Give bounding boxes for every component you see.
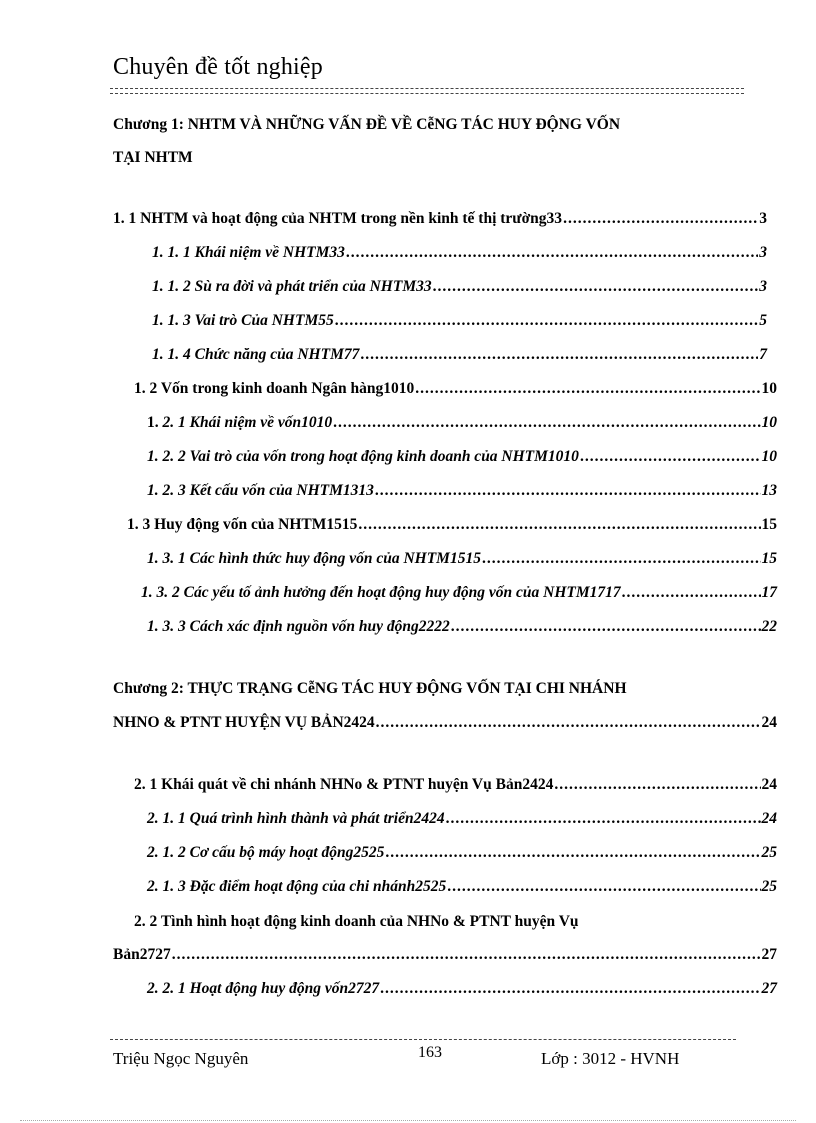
toc-entry[interactable] xyxy=(147,980,777,998)
toc-entry[interactable] xyxy=(147,810,777,828)
chapter-2-title-line2[interactable] xyxy=(113,714,777,732)
page-bottom-edge xyxy=(20,1120,796,1121)
toc-entry[interactable] xyxy=(147,618,777,636)
toc-entry-page: 24 xyxy=(761,714,777,731)
toc-entry-text: 2. 2. 1 Hoạt động huy động vốn2727 xyxy=(147,980,380,997)
toc-leader xyxy=(385,844,760,862)
footer-class: Lớp : 3012 - HVNH xyxy=(541,1049,680,1068)
toc-entry-page: 27 xyxy=(761,946,777,963)
toc-entry-page: 10 xyxy=(761,380,777,397)
footer-author: Triệu Ngọc Nguyên xyxy=(113,1049,249,1068)
toc-entry-text: 1. 2. 2 Vai trò của vốn trong hoạt động kinh doanh của NHTM1010 xyxy=(147,448,579,465)
header-title: Chuyên đề tốt nghiệp xyxy=(113,54,323,80)
toc-entry-text: 2. 1 Khái quát về chi nhánh NHNo & PTNT huyện Vụ Bản2424 xyxy=(134,776,554,793)
toc-entry[interactable] xyxy=(152,244,767,262)
toc-entry-page: 25 xyxy=(761,878,777,895)
toc-entry-text: 1. 1. 4 Chức năng của NHTM77 xyxy=(152,346,360,363)
toc-entry[interactable] xyxy=(113,210,767,228)
toc-entry-text: Bản2727 xyxy=(113,946,171,963)
toc-leader xyxy=(446,810,761,828)
toc-leader xyxy=(333,414,760,432)
chapter-2-title-line1: Chương 2: THỰC TRẠNG CễNG TÁC HUY ĐỘNG VỐN TẠI CHI NHÁNH xyxy=(113,680,627,697)
toc-entry-text: 1. 3. 2 Các yếu tố ảnh hưởng đến hoạt động huy động vốn của NHTM1717 xyxy=(141,584,621,601)
toc-entry-page: 22 xyxy=(761,618,777,635)
toc-entry-text xyxy=(147,414,332,432)
toc-leader xyxy=(451,618,761,636)
toc-entry[interactable] xyxy=(152,278,767,296)
toc-entry-page: 15 xyxy=(761,550,777,567)
toc-entry-page: 15 xyxy=(761,516,777,533)
toc-leader xyxy=(375,482,761,500)
toc-entry-text: NHNO & PTNT HUYỆN VỤ BẢN2424 xyxy=(113,714,375,731)
toc-entry[interactable] xyxy=(152,312,767,330)
toc-leader xyxy=(447,878,760,896)
toc-entry-page: 3 xyxy=(759,210,767,227)
toc-leader xyxy=(580,448,761,466)
toc-entry[interactable] xyxy=(134,776,777,794)
toc-leader xyxy=(380,980,760,998)
toc-entry[interactable] xyxy=(147,448,777,466)
toc-entry-page: 17 xyxy=(761,584,777,601)
toc-entry-text: 1. 1. 2 Sù ra đời và phát triển của NHTM33 xyxy=(152,278,432,295)
footer-divider xyxy=(110,1039,736,1040)
toc-entry[interactable] xyxy=(152,346,767,364)
toc-leader xyxy=(554,776,760,794)
toc-entry[interactable] xyxy=(147,414,777,432)
toc-entry-text: 1. 3. 3 Cách xác định nguồn vốn huy động2222 xyxy=(147,618,450,635)
toc-entry-line1[interactable]: 2. 2 Tình hình hoạt động kinh doanh của NHNo & PTNT huyện Vụ xyxy=(134,913,579,930)
header-divider-secondary xyxy=(110,93,744,94)
toc-entry[interactable] xyxy=(141,584,777,602)
toc-leader xyxy=(335,312,759,330)
toc-entry-text: 2. 1. 3 Đặc điểm hoạt động của chi nhánh2525 xyxy=(147,878,447,895)
toc-entry-page: 10 xyxy=(761,414,777,431)
toc-entry[interactable] xyxy=(147,878,777,896)
toc-leader xyxy=(358,516,760,534)
toc-entry-text: 1. 1. 3 Vai trò Của NHTM55 xyxy=(152,312,334,329)
toc-entry[interactable] xyxy=(147,482,777,500)
chapter-1-title-line1: Chương 1: NHTM VÀ NHỮNG VẤN ĐỀ VỀ CễNG TÁC HUY ĐỘNG VỐN xyxy=(113,116,621,133)
toc-entry-text: 2. 1. 2 Cơ cấu bộ máy hoạt động2525 xyxy=(147,844,385,861)
toc-leader xyxy=(482,550,761,568)
toc-entry-page: 3 xyxy=(759,244,767,261)
toc-entry-page: 7 xyxy=(759,346,767,363)
toc-entry[interactable] xyxy=(127,516,777,534)
toc-entry-page: 24 xyxy=(761,776,777,793)
toc-leader xyxy=(172,946,761,964)
toc-entry-page: 13 xyxy=(761,482,777,499)
toc-entry-page: 24 xyxy=(761,810,777,827)
chapter-1-title-line2: TẠI NHTM xyxy=(113,149,193,166)
toc-entry-page: 25 xyxy=(761,844,777,861)
toc-leader xyxy=(376,714,761,732)
toc-leader xyxy=(360,346,758,364)
toc-entry-page: 27 xyxy=(761,980,777,997)
footer-page-number: 163 xyxy=(418,1044,442,1061)
toc-entry-text: 1. 1 NHTM và hoạt động của NHTM trong nền kinh tế thị trường33 xyxy=(113,210,563,227)
toc-entry-text: 1. 3 Huy động vốn của NHTM1515 xyxy=(127,516,358,533)
toc-entry-text: 1. 1. 1 Khái niệm về NHTM33 xyxy=(152,244,345,261)
toc-entry-page: 5 xyxy=(759,312,767,329)
toc-leader xyxy=(563,210,758,228)
toc-entry-text: 1. 2. 3 Kết cấu vốn của NHTM1313 xyxy=(147,482,374,499)
toc-leader xyxy=(346,244,758,262)
toc-entry-page: 10 xyxy=(761,448,777,465)
toc-entry-text: 1. 3. 1 Các hình thức huy động vốn của NHTM1515 xyxy=(147,550,481,567)
toc-entry[interactable] xyxy=(147,844,777,862)
toc-entry-text: 2. 1. 1 Quá trình hình thành và phát triển2424 xyxy=(147,810,445,827)
toc-leader xyxy=(622,584,761,602)
toc-entry[interactable] xyxy=(134,380,777,398)
header-divider xyxy=(110,88,744,89)
toc-entry-page: 3 xyxy=(759,278,767,295)
toc-leader xyxy=(433,278,759,296)
toc-entry-text-prefix: 1. xyxy=(147,414,163,431)
toc-leader xyxy=(415,380,760,398)
toc-entry-text-rest: 2. 1 Khái niệm về vốn1010 xyxy=(162,414,333,431)
toc-entry-text: 1. 2 Vốn trong kinh doanh Ngân hàng1010 xyxy=(134,380,415,397)
toc-entry[interactable] xyxy=(113,946,777,964)
toc-entry[interactable] xyxy=(147,550,777,568)
